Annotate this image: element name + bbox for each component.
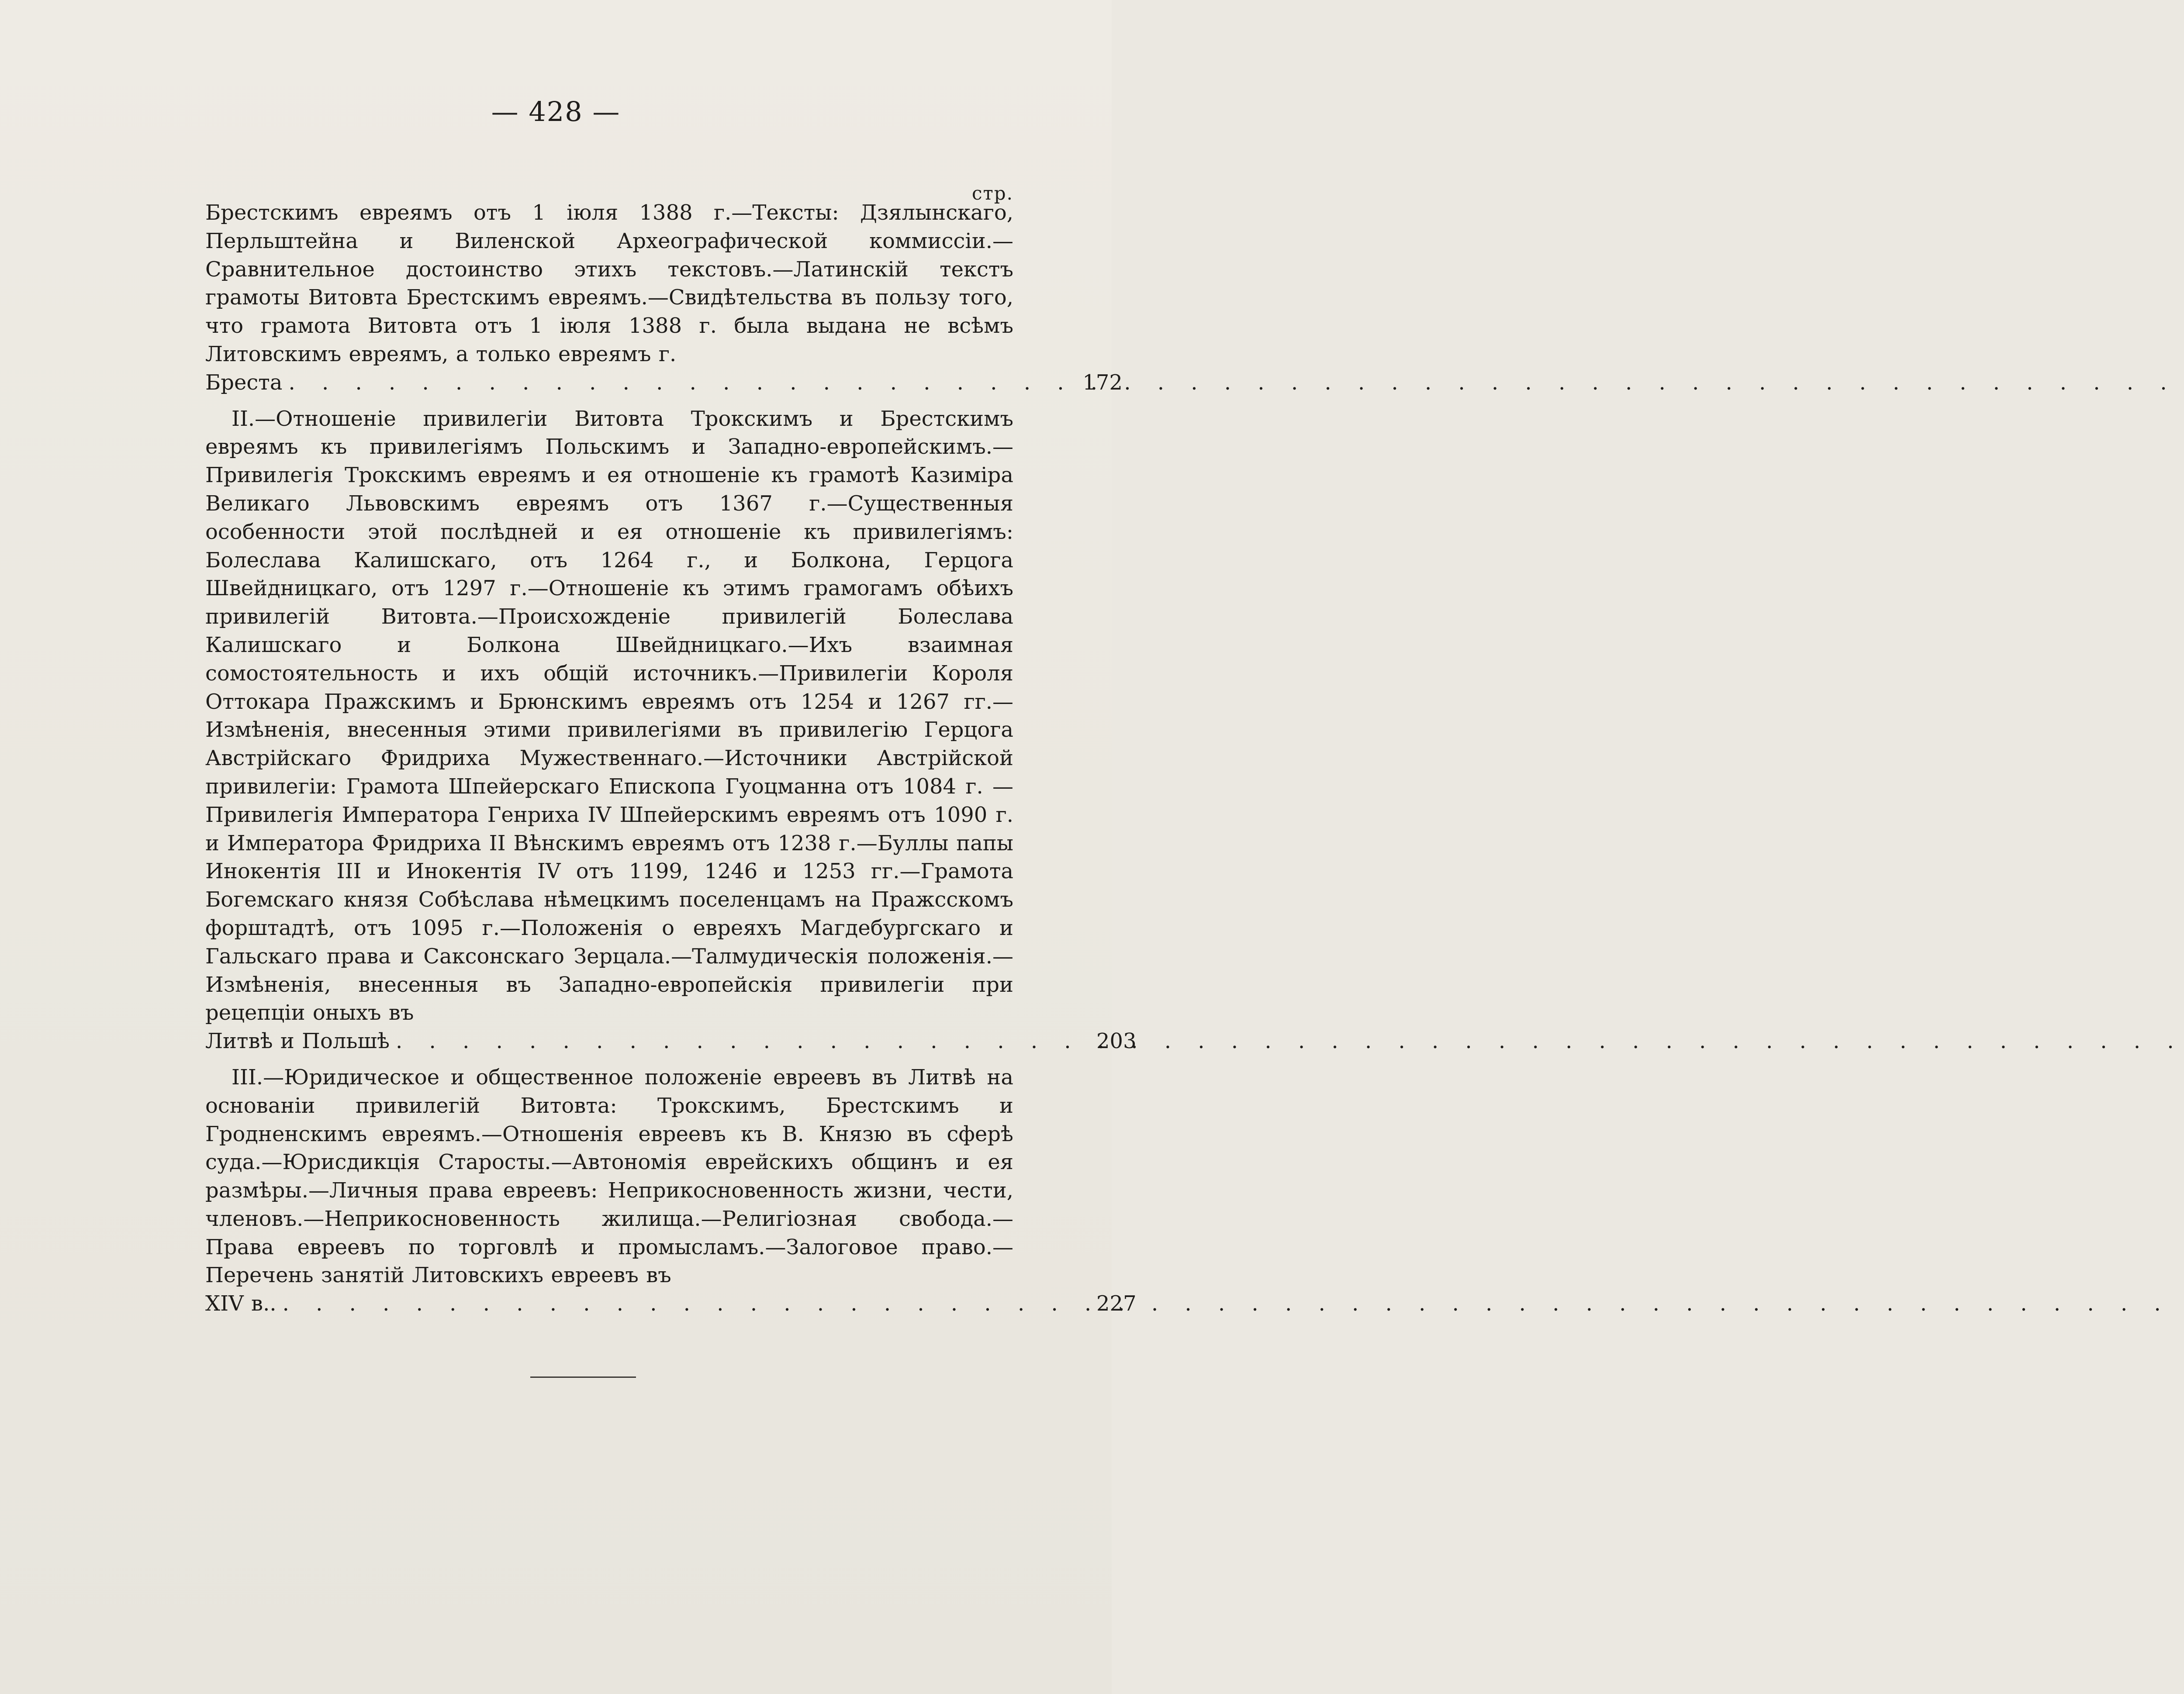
toc-entry — [205, 405, 1137, 1056]
toc-entry-last-line — [205, 1027, 1013, 1056]
toc-entry-text: Брестскимъ евреямъ отъ 1 іюля 1388 г.—Тексты: Дзялынскаго, Перльштейна и Виленской Археографической коммиссіи.—Сравнительное достоинство этихъ текстовъ.—Латинскій текстъ грамоты Витовта Брестскимъ евреямъ.—Свидѣтельства въ пользу того, что грамота Витовта отъ 1 іюля 1388 г. была выдана не всѣмъ Литовскимъ евреямъ, а только евреямъ г. — [205, 200, 1013, 366]
toc-entry-text: II.—Отношеніе привилегіи Витовта Трокскимъ и Брестскимъ евреямъ къ привилегіямъ Польскимъ и Западно-европейскимъ.—Привилегія Трокскимъ евреямъ и ея отношеніе къ грамотѣ Казиміра Великаго Львовскимъ евреямъ отъ 1367 г.—Существенныя особенности этой послѣдней и ея отношеніе къ привилегіямъ: Болеслава Калишскаго, отъ 1264 г., и Болкона, Герцога Швейдницкаго, отъ 1297 г.—Отношеніе къ этимъ грамогамъ обѣихъ привилегій Витовта.—Происхожденіе привилегій Болеслава Калишскаго и Болкона Швейдницкаго.—Ихъ взаимная сомостоятельность и ихъ общій источникъ.—Привилегіи Короля Оттокара Пражскимъ и Брюнскимъ евреямъ отъ 1254 и 1267 гг.—Измѣненія, внесенныя этими привилегіями въ привилегію Герцога Австрійскаго Фридриха Мужественнаго.—Источники Австрійской привилегіи: Грамота Шпейерскаго Епископа Гуоцманна отъ 1084 г. — Привилегія Императора Генриха IV Шпейерскимъ евреямъ отъ 1090 г. и Императора Фридриха II Вѣнскимъ евреямъ отъ 1238 г.—Буллы папы Инокентія III и Инокентія IV отъ 1199, 1246 и 1253 гг.—Грамота Богемскаго князя Собѣслава нѣмецкимъ поселенцамъ на Пражсскомъ форштадтѣ, отъ 1095 г.—Положенія о евреяхъ Магдебургскаго и Гальскаго права и Саксонскаго Зерцала.—Талмудическія положенія.—Измѣненія, внесенныя въ Западно-европейскія привилегіи при рецепціи оныхъ въ — [205, 406, 1013, 1025]
toc-entry-last-text: Литвѣ и Польшѣ — [205, 1029, 390, 1054]
table-of-contents — [205, 199, 1137, 1318]
dot-leader — [396, 1027, 2184, 1056]
page-column-label: стр. — [972, 183, 1013, 204]
closing-rule — [530, 1377, 636, 1378]
toc-entry — [205, 1063, 1137, 1318]
toc-entry-last-line — [205, 1290, 1013, 1318]
toc-entry-page: 172 — [1082, 370, 1123, 395]
toc-entry — [205, 199, 1123, 397]
toc-entry-last-text: Бреста — [205, 370, 283, 395]
page-number: — 428 — — [491, 96, 621, 128]
toc-entry-last-text: XIV в.. — [205, 1291, 276, 1316]
toc-entry-text: III.—Юридическое и общественное положеніе евреевъ въ Литвѣ на основаніи привилегій Витовта: Трокскимъ, Брестскимъ и Гродненскимъ евреямъ.—Отношенія евреевъ къ В. Князю въ сферѣ суда.—Юрисдикція Старосты.—Автономія еврейскихъ общинъ и ея размѣры.—Личныя права евреевъ: Неприкосновенность жизни, чести, членовъ.—Неприкосновенность жилища.—Религіозная свобода.—Права евреевъ по торговлѣ и промысламъ.—Залоговое право.—Перечень занятій Литовскихъ евреевъ въ — [205, 1065, 1013, 1288]
toc-entry-page: 203 — [1096, 1029, 1137, 1054]
dot-leader — [283, 1290, 2184, 1318]
dot-leader — [288, 369, 2184, 397]
toc-entry-page: 227 — [1096, 1291, 1137, 1316]
toc-entry-last-line — [205, 369, 1013, 397]
